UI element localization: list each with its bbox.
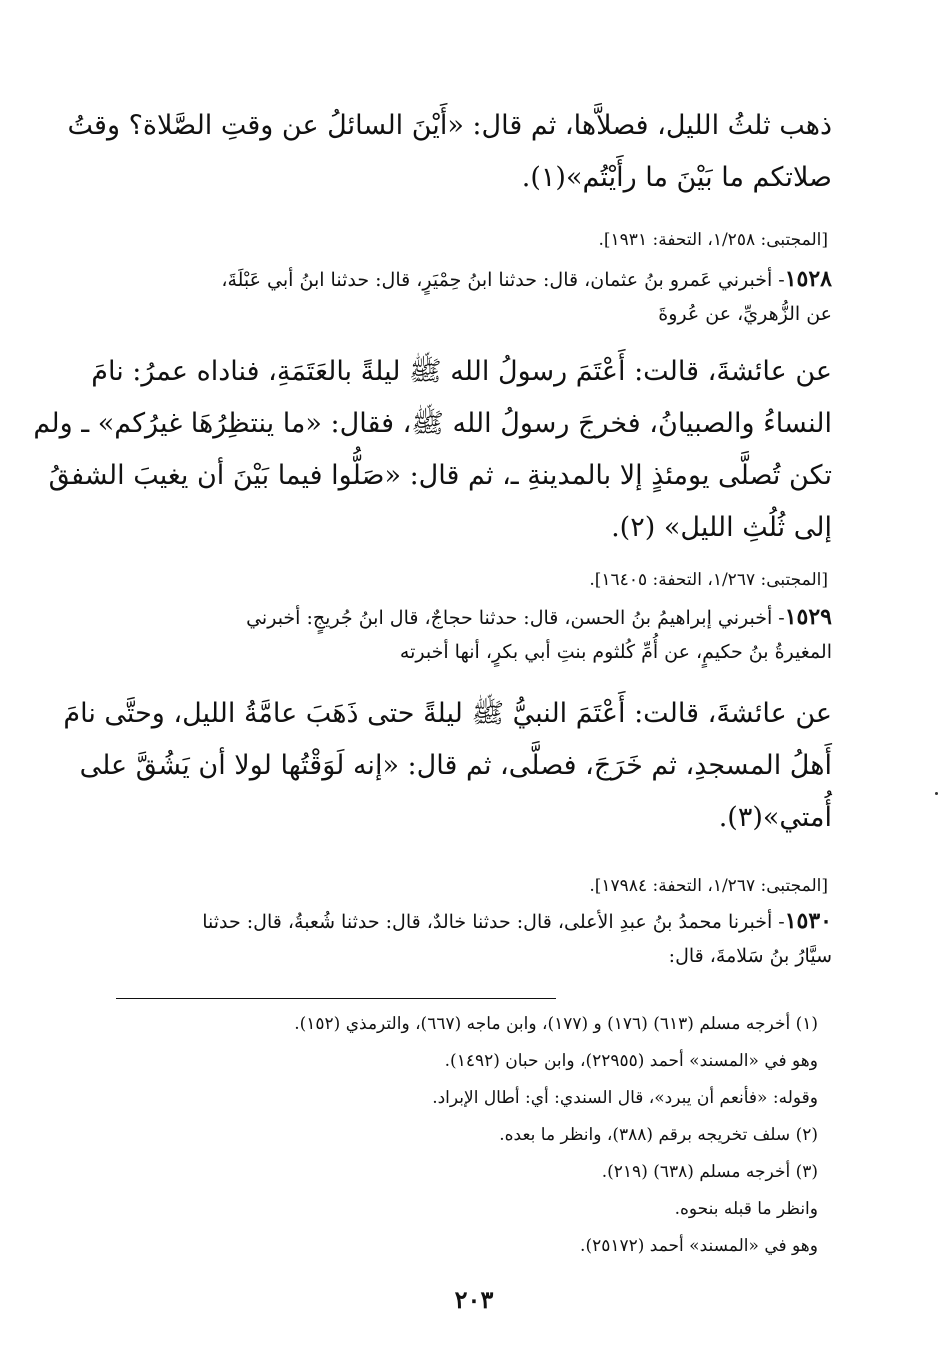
intro-paragraph (67, 100, 832, 204)
text-line: عن عائشةَ، قالت: أَعْتَمَ النبيُّ ﷺ ليلةً حتى ذَهَبَ عامَّةُ الليل، وحتَّى نامَ (63, 698, 832, 729)
footnote-line: (١) أخرجه مسلم (٦١٣) (١٧٦) و (١٧٧)، وابن ماجه (٦٦٧)، والترمذي (١٥٢). (294, 1014, 818, 1034)
intro-line: ذهب ثلثُ الليل، فصلاَّها، ثم قال: «أَيْنَ السائلُ عن وقتِ الصَّلاة؟ وقتُ (67, 110, 832, 141)
chain-line: سيَّارُ بنُ سَلامةَ، قال: (668, 945, 832, 967)
chain-line: ١٥٢٨- أخبرني عَمرو بنُ عثمان، قال: حدثنا ابنُ حِمْيَرٍ، قال: حدثنا ابنُ أبي عَبْلَةَ، (221, 266, 832, 292)
hadith-1529-text (63, 688, 832, 844)
hadith-1528-chain (112, 262, 832, 331)
footnote-line: وهو في «المسند» أحمد (٢٢٩٥٥)، وابن حبان (١٤٩٢). (444, 1051, 818, 1071)
text-line: عن عائشةَ، قالت: أَعْتَمَ رسولُ الله ﷺ ليلةً بالعَتَمَةِ، فناداه عمرُ: نامَ (91, 356, 832, 387)
chain-line: ١٥٣٠- أخبرنا محمدُ بنُ عبدِ الأعلى، قال: حدثنا خالدٌ، قال: حدثنا شُعبةُ، قال: حدثنا (202, 908, 832, 934)
text-line: أَهلُ المسجدِ، ثم خَرَجَ، فصلَّى، ثم قال: «إنه لَوَقْتُها لولا أن يَشُقَّ على (79, 750, 832, 781)
text-line: أُمتي»(٣). (718, 802, 832, 833)
text-line: تكن تُصلَّى يومئذٍ إلا بالمدينةِ ـ، ثم قال: «صَلُّوا فيما بَيْنَ أن يغيبَ الشفقُ (48, 460, 832, 491)
hadith-1529-chain (112, 600, 832, 669)
footnote-line: وهو في «المسند» أحمد (٢٥١٧٢). (580, 1236, 818, 1256)
footnotes (118, 1006, 818, 1265)
stray-mark (935, 792, 938, 795)
reference-1527: [المجتبى: ١/٢٥٨، التحفة: ١٩٣١]. (598, 230, 828, 250)
chain-line: عن الزُّهريِّ، عن عُروةَ (658, 303, 832, 325)
page-number: ٢٠٣ (454, 1285, 494, 1314)
hadith-1530-chain (112, 904, 832, 973)
footnote-line: (٢) سلف تخريجه برقم (٣٨٨)، وانظر ما بعده. (499, 1125, 818, 1145)
hadith-1528-text (33, 346, 832, 554)
footnote-line: وقوله: «فأنعم أن يبرد»، قال السندي: أي: أطال الإبراد. (432, 1088, 818, 1108)
reference-1529: [المجتبى: ١/٢٦٧، التحفة: ١٧٩٨٤]. (589, 876, 828, 896)
footnote-line: وانظر ما قبله بنحوه. (674, 1199, 818, 1219)
chain-line: المغيرةُ بنُ حكيمٍ، عن أُمِّ كُلثوم بنتِ أبي بكرٍ، أنها أخبرته (399, 641, 832, 663)
text-line: النساءُ والصبيانُ، فخرجَ رسولُ الله ﷺ، فقال: «ما ينتظِرُهَا غيرُكم» ـ ولم (33, 408, 832, 439)
hadith-number: ١٥٢٨ (784, 266, 832, 292)
footnote-line: (٣) أخرجه مسلم (٦٣٨) (٢١٩). (601, 1162, 818, 1182)
chain-line: ١٥٢٩- أخبرني إبراهيمُ بنُ الحسن، قال: حدثنا حجاجٌ، قال ابنُ جُريجٍ: أخبرني (246, 604, 832, 630)
reference-1528: [المجتبى: ١/٢٦٧، التحفة: ١٦٤٠٥]. (589, 570, 828, 590)
hadith-number: ١٥٢٩ (784, 604, 832, 630)
footnote-divider (116, 998, 556, 999)
intro-line: صلاتكم ما بَيْنَ ما رأَيْتُم»(١). (521, 162, 832, 193)
text-line: إلى ثُلُثِ الليل» (٢). (611, 512, 832, 543)
hadith-number: ١٥٣٠ (784, 908, 832, 934)
